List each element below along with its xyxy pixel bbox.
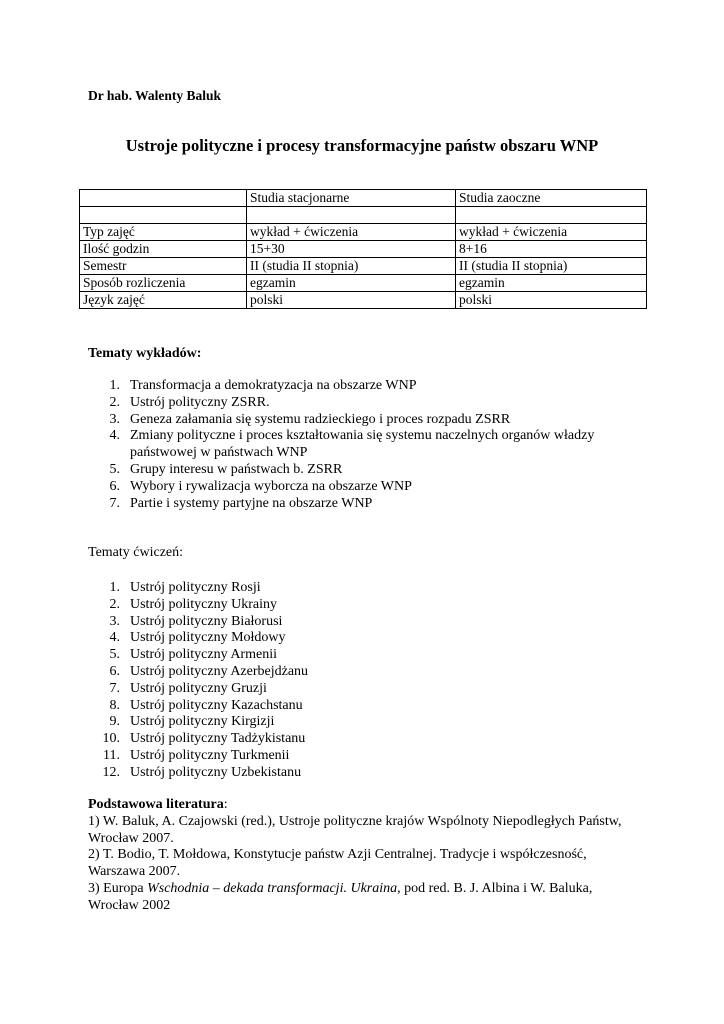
list-item-text: Ustrój polityczny Gruzji xyxy=(130,680,267,696)
list-item xyxy=(88,765,628,782)
table-cell: wykład + ćwiczenia xyxy=(247,224,456,241)
literature-entry-3-suffix: , pod red. B. J. Albina i W. Baluka, Wrocław 2002 xyxy=(88,880,593,913)
list-item-text: Ustrój polityczny Kazachstanu xyxy=(130,697,303,713)
list-item xyxy=(88,647,628,664)
document-title: Ustroje polityczne i procesy transformacyjne państw obszaru WNP xyxy=(125,136,599,155)
table-cell: Semestr xyxy=(80,258,247,275)
author-name: Dr hab. Walenty Baluk xyxy=(88,88,222,103)
list-item-text: Ustrój polityczny Armenii xyxy=(130,647,277,663)
table-cell: egzamin xyxy=(456,275,647,292)
table-cell: Język zajęć xyxy=(80,292,247,309)
table-cell: II (studia II stopnia) xyxy=(247,258,456,275)
list-item xyxy=(88,731,628,748)
course-info-table xyxy=(79,189,647,309)
table-row xyxy=(80,207,647,224)
list-item xyxy=(88,748,628,765)
lectures-list xyxy=(88,378,628,512)
table-cell: wykład + ćwiczenia xyxy=(456,224,647,241)
list-number: 4. xyxy=(109,630,120,646)
list-item xyxy=(88,614,628,631)
table-cell: polski xyxy=(247,292,456,309)
list-item-text: Ustrój polityczny Białorusi xyxy=(130,613,283,629)
list-item-text: Ustrój polityczny Mołdowy xyxy=(130,630,286,646)
list-item-text: Ustrój polityczny Turkmenii xyxy=(130,747,290,763)
list-number: 3. xyxy=(109,613,120,629)
list-item xyxy=(88,597,628,614)
literature-heading-colon: : xyxy=(223,797,228,812)
list-item xyxy=(88,462,628,479)
table-cell: polski xyxy=(456,292,647,309)
list-item xyxy=(88,412,628,429)
list-number: 11. xyxy=(103,747,120,763)
exercises-heading: Tematy ćwiczeń: xyxy=(88,545,184,560)
list-item-text: Transformacja a demokratyzacja na obszarze WNP xyxy=(130,378,417,393)
table-cell: 15+30 xyxy=(247,241,456,258)
table-row xyxy=(80,241,647,258)
list-item xyxy=(88,479,628,496)
lectures-heading: Tematy wykładów: xyxy=(88,346,202,361)
table-header-cell: Studia zaoczne xyxy=(456,190,647,207)
table-cell: Sposób rozliczenia xyxy=(80,275,247,292)
list-item xyxy=(88,714,628,731)
table-row xyxy=(80,224,647,241)
list-item-text: Ustrój polityczny ZSRR. xyxy=(130,394,270,410)
list-number: 9. xyxy=(109,714,120,730)
list-item-text: Ustrój polityczny Kirgizji xyxy=(130,714,275,730)
table-cell xyxy=(247,207,456,224)
list-number: 12. xyxy=(102,764,120,780)
literature-entry-3-italic: Wschodnia – dekada transformacji. Ukraina xyxy=(147,880,398,896)
list-item xyxy=(88,664,628,681)
table-row xyxy=(80,258,647,275)
list-item-text: Ustrój polityczny Azerbejdżanu xyxy=(130,663,309,679)
list-item-text: Zmiany polityczne i proces kształtowania się systemu naczelnych organów władzy państwowej w państwach WNP xyxy=(130,428,595,461)
table-cell: Typ zajęć xyxy=(80,224,247,241)
exercises-list xyxy=(88,580,628,782)
list-number: 1. xyxy=(109,378,120,393)
list-number: 8. xyxy=(109,697,120,713)
list-number: 7. xyxy=(109,680,120,696)
list-item xyxy=(88,698,628,715)
list-number: 5. xyxy=(109,461,120,477)
list-item-text: Ustrój polityczny Tadżykistanu xyxy=(130,731,306,747)
literature-section xyxy=(88,797,633,915)
list-item-text: Geneza załamania się systemu radzieckiego i proces rozpadu ZSRR xyxy=(130,411,511,427)
list-number: 1. xyxy=(109,580,120,595)
list-number: 10. xyxy=(102,731,120,747)
list-number: 4. xyxy=(109,428,120,444)
table-cell: 8+16 xyxy=(456,241,647,258)
table-header-cell xyxy=(80,190,247,207)
list-number: 6. xyxy=(109,478,120,494)
literature-entry-1: 1) W. Baluk, A. Czajowski (red.), Ustroje polityczne krajów Wspólnoty Niepodległych Państw, Wrocław 2007. xyxy=(88,813,622,846)
table-row xyxy=(80,292,647,309)
list-number: 7. xyxy=(109,495,120,511)
table-cell: egzamin xyxy=(247,275,456,292)
table-cell xyxy=(80,207,247,224)
literature-entry-3-prefix: 3) Europa xyxy=(88,880,148,896)
list-item xyxy=(88,428,628,462)
literature-entry-2: 2) T. Bodio, T. Mołdowa, Konstytucje państw Azji Centralnej. Tradycje i współczesność, Warszawa 2007. xyxy=(88,847,587,880)
list-number: 6. xyxy=(109,663,120,679)
list-item xyxy=(88,580,628,597)
list-item-text: Grupy interesu w państwach b. ZSRR xyxy=(130,461,343,477)
list-item xyxy=(88,681,628,698)
list-item-text: Ustrój polityczny Ukrainy xyxy=(130,596,277,612)
list-number: 2. xyxy=(109,394,120,410)
table-header-row xyxy=(80,190,647,207)
literature-heading-line xyxy=(88,797,633,814)
table-row xyxy=(80,275,647,292)
table-cell: Ilość godzin xyxy=(80,241,247,258)
list-item xyxy=(88,395,628,412)
table-header-cell: Studia stacjonarne xyxy=(247,190,456,207)
table-cell xyxy=(456,207,647,224)
literature-heading: Podstawowa literatura xyxy=(88,797,224,812)
literature-entry-3 xyxy=(88,881,633,915)
table-cell: II (studia II stopnia) xyxy=(456,258,647,275)
list-item xyxy=(88,378,628,395)
list-item-text: Partie i systemy partyjne na obszarze WNP xyxy=(130,495,373,511)
list-number: 3. xyxy=(109,411,120,427)
list-number: 5. xyxy=(109,647,120,663)
list-item-text: Wybory i rywalizacja wyborcza na obszarze WNP xyxy=(130,478,412,494)
list-item-text: Ustrój polityczny Uzbekistanu xyxy=(130,764,302,780)
list-item xyxy=(88,496,628,513)
list-number: 2. xyxy=(109,596,120,612)
list-item-text: Ustrój polityczny Rosji xyxy=(130,580,261,595)
list-item xyxy=(88,630,628,647)
